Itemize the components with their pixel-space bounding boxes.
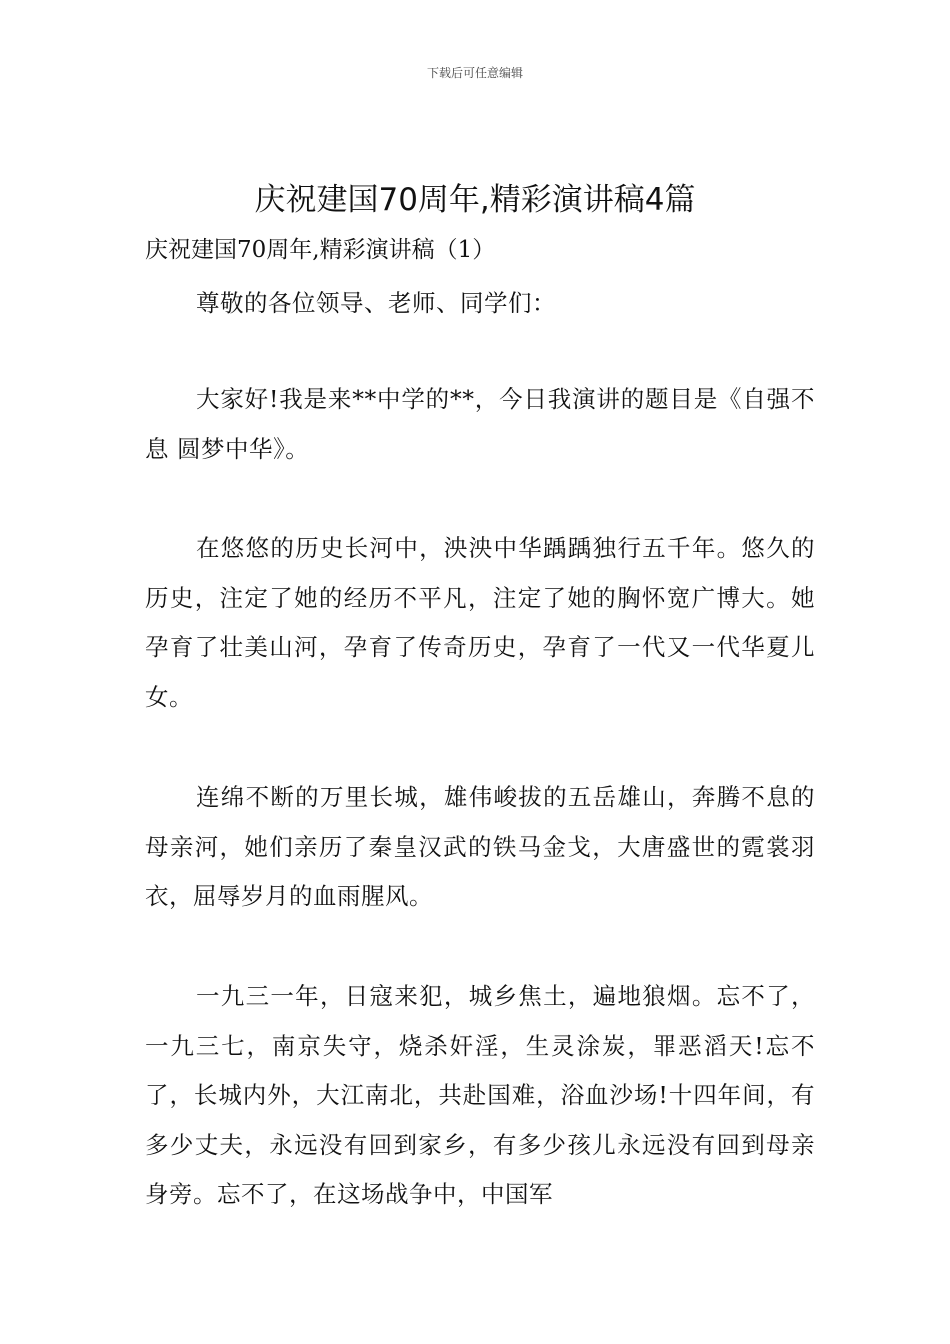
greeting-paragraph: 大家好!我是来**中学的**，今日我演讲的题目是《自强不息 圆梦中华》。 bbox=[145, 385, 815, 463]
history-paragraph: 在悠悠的历史长河中，泱泱中华踽踽独行五千年。悠久的历史，注定了她的经历不平凡，注定了她的胸怀宽广博大。她孕育了壮美山河，孕育了传奇历史，孕育了一代又一代华夏儿女。 bbox=[145, 534, 815, 711]
landmarks-paragraph: 连绵不断的万里长城，雄伟峻拔的五岳雄山，奔腾不息的母亲河，她们亲历了秦皇汉武的铁马金戈，大唐盛世的霓裳羽衣，屈辱岁月的血雨腥风。 bbox=[145, 783, 815, 910]
document-title: 庆祝建国70周年,精彩演讲稿4篇 bbox=[254, 182, 696, 218]
war-paragraph: 一九三一年，日寇来犯，城乡焦土，遍地狼烟。忘不了，一九三七，南京失守，烧杀奸淫，生灵涂炭，罪恶滔天!忘不了，长城内外，大江南北，共赴国难，浴血沙场!十四年间，有多少丈夫，永远没有回到家乡，有多少孩儿永远没有回到母亲身旁。忘不了，在这场战争中，中国军 bbox=[145, 982, 815, 1208]
section-subtitle: 庆祝建国70周年,精彩演讲稿（1） bbox=[145, 237, 496, 263]
page-header-note: 下载后可任意编辑 bbox=[426, 66, 523, 80]
salutation-paragraph: 尊敬的各位领导、老师、同学们： bbox=[196, 289, 556, 317]
